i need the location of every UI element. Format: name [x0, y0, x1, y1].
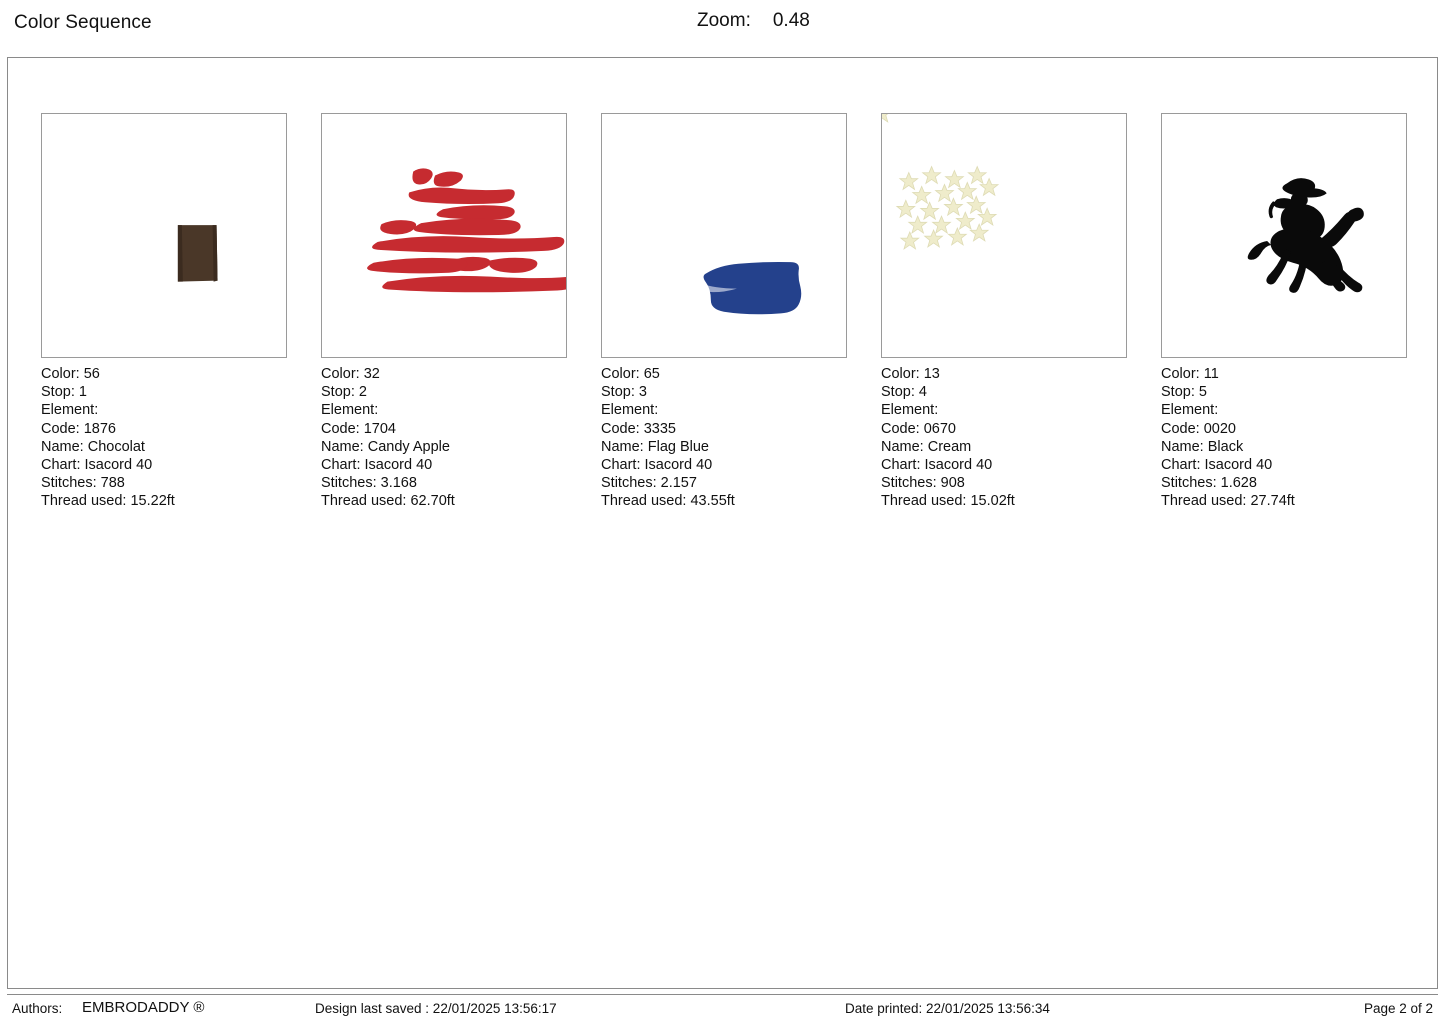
color-details [41, 365, 287, 511]
color-stop: Stop: 1 [41, 384, 87, 401]
color-stitches: Stitches: 788 [41, 475, 125, 492]
color-name: Name: Chocolat [41, 438, 145, 455]
color-code: Code: 0020 [1161, 420, 1236, 437]
color-thread-used: Thread used: 15.02ft [881, 493, 1015, 510]
artwork-blue-canton-icon [602, 114, 846, 357]
color-details [881, 365, 1127, 511]
color-number: Color: 11 [1161, 366, 1219, 382]
footer-divider [7, 994, 1438, 995]
color-stop: Stop: 4 [881, 384, 927, 401]
authors-label: Authors: [12, 1001, 63, 1016]
color-details [601, 365, 847, 511]
artwork-black-rider-icon [1162, 114, 1406, 357]
color-stitches: Stitches: 3.168 [321, 475, 417, 492]
color-element: Element: [41, 402, 99, 419]
color-thread-used: Thread used: 15.22ft [41, 493, 175, 510]
color-sequence-item[interactable] [321, 113, 567, 511]
color-stop: Stop: 5 [1161, 384, 1207, 401]
color-element: Element: [321, 402, 379, 419]
color-name: Name: Black [1161, 438, 1244, 455]
color-sequence-canvas [7, 57, 1438, 989]
color-chart: Chart: Isacord 40 [41, 456, 153, 473]
date-printed: Date printed: 22/01/2025 13:56:34 [845, 1001, 1050, 1016]
color-name: Name: Cream [881, 438, 972, 455]
color-code: Code: 0670 [881, 420, 956, 437]
artwork-cream-stars-icon [882, 114, 1126, 357]
color-stitches: Stitches: 1.628 [1161, 475, 1257, 492]
color-sequence-item[interactable] [601, 113, 847, 511]
zoom-value: 0.48 [772, 10, 810, 31]
color-name: Name: Candy Apple [321, 438, 450, 455]
color-preview-box [41, 113, 287, 358]
color-number: Color: 56 [41, 366, 100, 382]
color-thread-used: Thread used: 62.70ft [321, 493, 455, 510]
color-code: Code: 1876 [41, 420, 116, 437]
color-chart: Chart: Isacord 40 [601, 456, 713, 473]
color-number: Color: 65 [601, 366, 660, 382]
color-sequence-item[interactable] [41, 113, 287, 511]
page-title: Color Sequence [14, 12, 152, 33]
artwork-brown-block-icon [42, 114, 286, 357]
zoom-control [697, 10, 810, 32]
color-thread-used: Thread used: 27.74ft [1161, 493, 1295, 510]
color-details [1161, 365, 1407, 511]
color-stitches: Stitches: 2.157 [601, 475, 697, 492]
color-number: Color: 32 [321, 366, 380, 382]
color-code: Code: 3335 [601, 420, 676, 437]
color-preview-box [321, 113, 567, 358]
color-chart: Chart: Isacord 40 [1161, 456, 1273, 473]
color-details [321, 365, 567, 511]
color-stop: Stop: 3 [601, 384, 647, 401]
color-sequence-item[interactable] [1161, 113, 1407, 511]
page-footer [0, 998, 1445, 1022]
color-sequence-item[interactable] [881, 113, 1127, 511]
color-element: Element: [1161, 402, 1219, 419]
page-header [0, 0, 1445, 46]
color-sequence-list [41, 113, 1407, 511]
color-chart: Chart: Isacord 40 [321, 456, 433, 473]
color-stop: Stop: 2 [321, 384, 367, 401]
color-number: Color: 13 [881, 366, 940, 382]
page-indicator: Page 2 of 2 [1363, 1001, 1433, 1016]
color-code: Code: 1704 [321, 420, 396, 437]
color-name: Name: Flag Blue [601, 438, 709, 455]
color-element: Element: [601, 402, 659, 419]
color-preview-box [881, 113, 1127, 358]
color-preview-box [1161, 113, 1407, 358]
color-preview-box [601, 113, 847, 358]
zoom-label: Zoom: [697, 10, 751, 31]
color-element: Element: [881, 402, 939, 419]
artwork-red-stripes-icon [322, 114, 566, 357]
authors-name: EMBRODADDY ® [82, 999, 205, 1016]
color-thread-used: Thread used: 43.55ft [601, 493, 735, 510]
design-last-saved: Design last saved : 22/01/2025 13:56:17 [315, 1001, 557, 1016]
color-chart: Chart: Isacord 40 [881, 456, 993, 473]
color-stitches: Stitches: 908 [881, 475, 965, 492]
